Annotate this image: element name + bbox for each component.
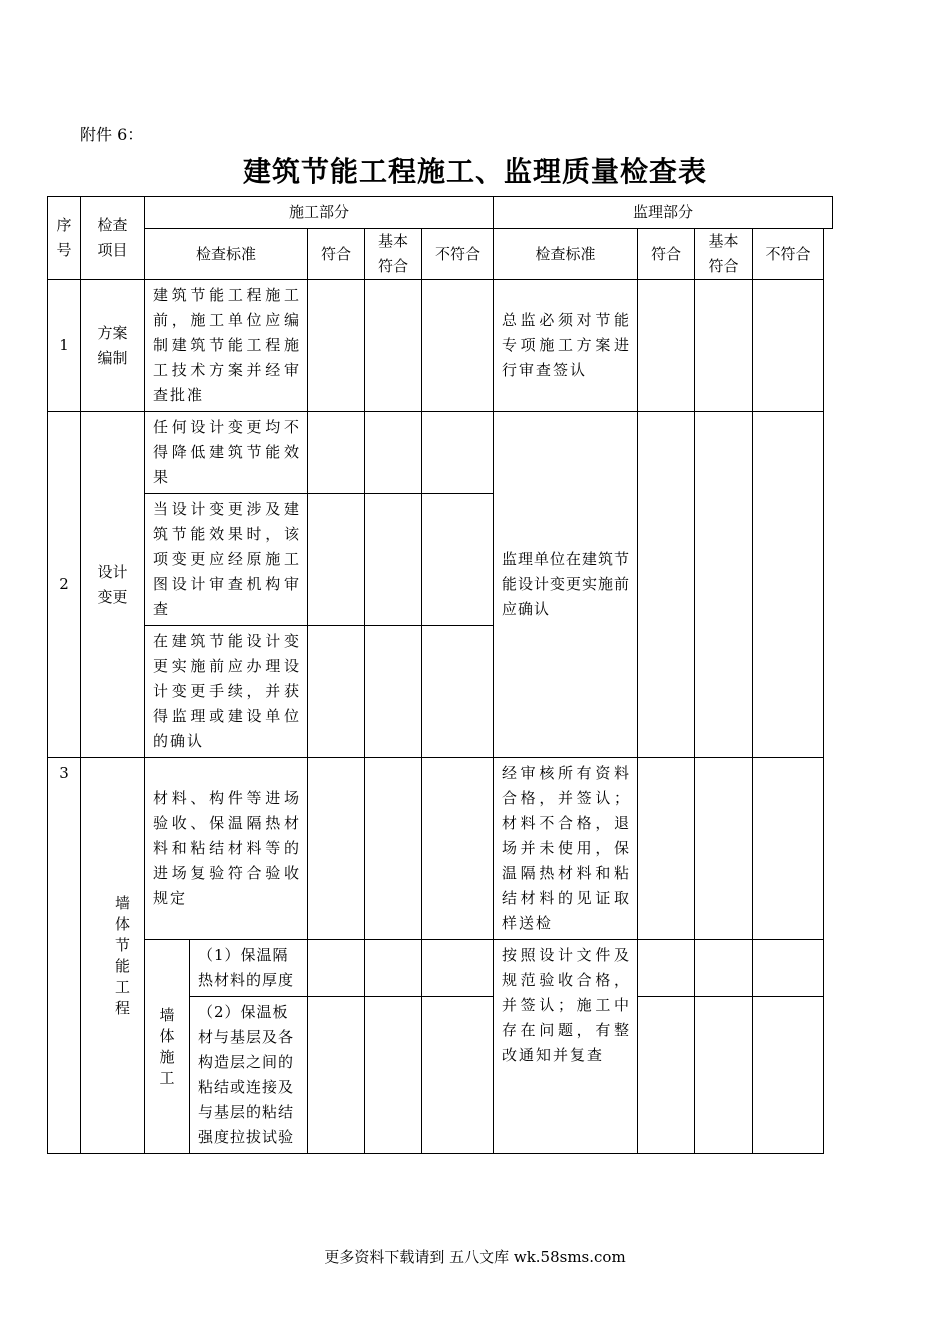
row3-sub-item: 墙 体 施 工 — [145, 940, 190, 1154]
row2-construction-standard-3: 在建筑节能设计变更实施前应办理设计变更手续，并获得监理或建设单位的确认 — [145, 626, 308, 758]
row3-construction-standard-1: 材料、构件等进场验收、保温隔热材料和粘结材料等的进场复验符合验收规定 — [145, 758, 308, 940]
supervision-nonconform-header: 不符合 — [753, 229, 824, 280]
row1-supervision-standard: 总监必须对节能专项施工方案进行审查签认 — [494, 280, 638, 412]
row1-supervision-basic — [695, 280, 753, 412]
construction-header: 施工部分 — [145, 197, 494, 229]
row1-construction-basic — [365, 280, 422, 412]
inspection-table — [47, 196, 833, 1154]
row3-item: 墙 体 节 能 工 程 — [81, 758, 145, 1154]
table-row — [48, 940, 833, 997]
row1-construction-conform — [308, 280, 365, 412]
construction-basic-conform-header: 基本 符合 — [365, 229, 422, 280]
row2-construction-standard-1: 任何设计变更均不得降低建筑节能效果 — [145, 412, 308, 494]
item-header: 检查 项目 — [81, 197, 145, 280]
row3-supervision-standard-1: 经审核所有资料合格，并签认；材料不合格，退场并未使用，保温隔热材料和粘结材料的见证取样送检 — [494, 758, 638, 940]
row3-construction-standard-2: （1）保温隔热材料的厚度 — [190, 940, 308, 997]
header-row-1 — [48, 197, 833, 229]
row3-construction-standard-3: （2）保温板材与基层及各构造层之间的粘结或连接及与基层的粘结强度拉拔试验 — [190, 997, 308, 1154]
footer-text: 更多资料下载请到 五八文库 wk.58sms.com — [324, 1248, 626, 1266]
construction-nonconform-header: 不符合 — [422, 229, 494, 280]
supervision-basic-conform-header: 基本 符合 — [695, 229, 753, 280]
attachment-label: 附件 6： — [80, 125, 144, 144]
row3-supervision-standard-2: 按照设计文件及规范验收合格，并签认；施工中存在问题，有整改通知并复查 — [494, 940, 638, 1154]
construction-standard-header: 检查标准 — [145, 229, 308, 280]
supervision-conform-header: 符合 — [638, 229, 695, 280]
page-title: 建筑节能工程施工、监理质量检查表 — [242, 155, 707, 188]
table-row — [48, 412, 833, 494]
row1-supervision-conform — [638, 280, 695, 412]
row1-construction-nonconform — [422, 280, 494, 412]
row1-item: 方案 编制 — [81, 280, 145, 412]
construction-conform-header: 符合 — [308, 229, 365, 280]
row2-construction-standard-2: 当设计变更涉及建筑节能效果时，该项变更应经原施工图设计审查机构审查 — [145, 494, 308, 626]
header-row-2 — [48, 229, 833, 280]
row2-item: 设计 变更 — [81, 412, 145, 758]
table-row — [48, 758, 833, 940]
row2-seq: 2 — [48, 412, 81, 758]
row1-supervision-nonconform — [753, 280, 824, 412]
supervision-standard-header: 检查标准 — [494, 229, 638, 280]
row3-seq: 3 — [48, 758, 81, 1154]
row2-supervision-standard: 监理单位在建筑节能设计变更实施前应确认 — [494, 412, 638, 758]
table-row — [48, 280, 833, 412]
supervision-header: 监理部分 — [494, 197, 833, 229]
seq-header: 序 号 — [48, 197, 81, 280]
row1-seq: 1 — [48, 280, 81, 412]
row1-construction-standard: 建筑节能工程施工前，施工单位应编制建筑节能工程施工技术方案并经审查批准 — [145, 280, 308, 412]
